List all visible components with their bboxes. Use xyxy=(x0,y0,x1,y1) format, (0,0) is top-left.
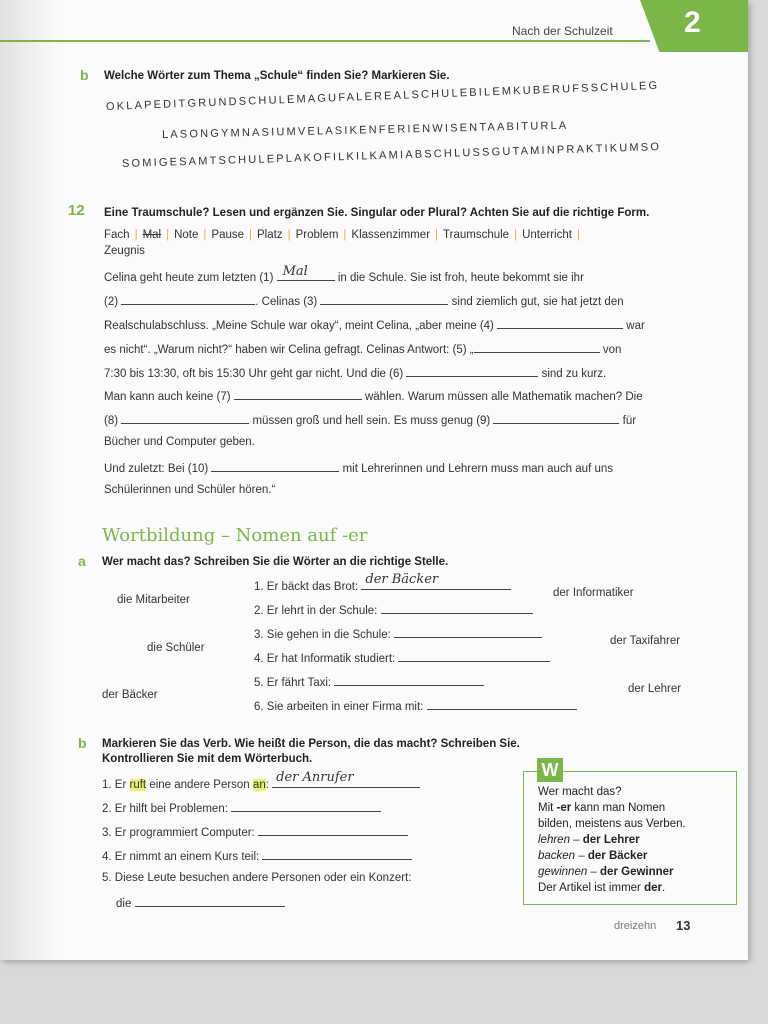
text-bold: der Lehrer xyxy=(582,834,640,846)
text: Realschulabschluss. „Meine Schule war okay“, meint Celina, „aber meine (4) xyxy=(104,320,494,332)
separator: | xyxy=(134,229,138,241)
text-line-9 xyxy=(104,460,613,475)
blank-9[interactable] xyxy=(493,412,619,424)
item-text: 3. Er programmiert Computer: xyxy=(102,827,255,839)
blank-4[interactable] xyxy=(497,317,623,329)
text: kann man Nomen xyxy=(571,802,666,814)
item-text: 2. Er hilft bei Problemen: xyxy=(102,803,228,815)
text: mit Lehrerinnen und Lehrern muss man auch auf uns xyxy=(342,463,614,475)
exercise-label: b xyxy=(78,735,87,751)
item-5: 5. Diese Leute besuchen andere Personen oder ein Konzert: xyxy=(102,872,412,884)
text-italic: lehren – xyxy=(538,834,583,846)
word-option: der Bäcker xyxy=(102,689,158,701)
word-bank-item: Pause xyxy=(211,229,245,241)
text-line-5 xyxy=(104,365,606,380)
word-option: der Informatiker xyxy=(553,587,634,599)
word-bank-item: Traumschule xyxy=(443,229,510,241)
text: sind zu kurz. xyxy=(541,368,607,380)
text: . xyxy=(661,882,666,894)
exercise-label: b xyxy=(80,67,89,83)
answer-blank[interactable] xyxy=(427,698,577,710)
exercise-number: 12 xyxy=(68,202,85,219)
exercise-label: a xyxy=(78,553,86,569)
blank-5[interactable] xyxy=(474,341,600,353)
text: sind ziemlich gut, sie hat jetzt den xyxy=(451,296,624,308)
item-2 xyxy=(102,800,381,815)
text: für xyxy=(622,415,637,427)
word-option: der Lehrer xyxy=(628,683,682,695)
handwritten-answer: der Bäcker xyxy=(365,572,439,587)
text: war xyxy=(626,320,645,332)
info-line xyxy=(538,834,640,846)
letter-row-3: SOMIGESAMTSCHULEPLAKOFILKILKAMIABSCHLUSSGUTAMINPRAKTIKUMSO xyxy=(121,141,662,170)
text: wählen. Warum müssen alle Mathematik machen? Die xyxy=(364,391,643,403)
answer-blank[interactable] xyxy=(258,824,408,836)
separator: | xyxy=(435,229,439,241)
text-bold: der Bäcker xyxy=(587,850,648,862)
text-line-1 xyxy=(104,264,584,284)
letter-row-1: OKLAPEDITGRUNDSCHULEMAGUFALEREALSCHULEBILEMKUBERUFSSCHULEG xyxy=(105,79,660,113)
info-line: Wer macht das? xyxy=(538,786,622,798)
item-text: 5. Er fährt Taxi: xyxy=(254,677,332,689)
text-line-4 xyxy=(104,341,621,356)
text-line-6 xyxy=(104,388,643,403)
word-option: die Mitarbeiter xyxy=(117,594,190,606)
text-line-8: Bücher und Computer geben. xyxy=(104,436,255,448)
item-3 xyxy=(254,626,542,641)
info-line xyxy=(538,882,665,894)
separator: | xyxy=(287,229,291,241)
handwritten-answer: Mal xyxy=(282,264,308,279)
separator: | xyxy=(514,229,518,241)
text-bold: -er xyxy=(556,802,572,814)
item-text: 4. Er hat Informatik studiert: xyxy=(254,653,396,665)
item-2 xyxy=(254,602,533,617)
item-1 xyxy=(254,572,511,593)
exercise-instruction: Eine Traumschule? Lesen und ergänzen Sie. Singular oder Plural? Achten Sie auf die richtige Form. xyxy=(104,207,650,219)
item-1 xyxy=(102,770,420,791)
text: es nicht“. „Warum nicht?“ haben wir Celina gefragt. Celinas Antwort: (5) „ xyxy=(104,344,474,356)
item-text: 1. Er bäckt das Brot: xyxy=(254,581,359,593)
text-line-10: Schülerinnen und Schüler hören.“ xyxy=(104,484,276,496)
exercise-instruction: Kontrollieren Sie mit dem Wörterbuch. xyxy=(102,753,313,765)
item-4 xyxy=(254,650,550,665)
exercise-instruction: Markieren Sie das Verb. Wie heißt die Person, die das macht? Schreiben Sie. xyxy=(102,738,520,750)
item-5-answer xyxy=(116,895,285,910)
chapter-number: 2 xyxy=(684,6,701,39)
info-line xyxy=(538,850,647,862)
info-box-tag: W xyxy=(537,758,563,782)
answer-blank[interactable] xyxy=(398,650,550,662)
item-text: die xyxy=(116,898,132,910)
separator: | xyxy=(203,229,207,241)
text: (8) xyxy=(104,415,119,427)
word-bank-item: Problem xyxy=(295,229,339,241)
answer-blank[interactable] xyxy=(231,800,381,812)
text-bold: der xyxy=(644,882,662,894)
item-4 xyxy=(102,848,412,863)
text: Der Artikel ist immer xyxy=(538,882,645,894)
text: . Celinas (3) xyxy=(255,296,318,308)
blank-1[interactable] xyxy=(277,264,335,281)
word-option: der Taxifahrer xyxy=(610,635,681,647)
header-rule xyxy=(0,40,650,42)
answer-blank[interactable] xyxy=(135,895,285,907)
blank-2[interactable] xyxy=(121,293,255,305)
answer-blank[interactable] xyxy=(394,626,542,638)
text-line-2 xyxy=(104,293,624,308)
item-text: 1. Er xyxy=(102,779,127,791)
separator: | xyxy=(166,229,170,241)
handwritten-answer: der Anrufer xyxy=(276,770,354,785)
text-italic: backen – xyxy=(538,850,588,862)
blank-10[interactable] xyxy=(211,460,339,472)
item-text: : xyxy=(265,779,269,791)
info-line: bilden, meistens aus Verben. xyxy=(538,818,686,830)
item-text: 2. Er lehrt in der Schule: xyxy=(254,605,378,617)
separator: | xyxy=(343,229,347,241)
text: in die Schule. Sie ist froh, heute bekommt sie ihr xyxy=(337,272,584,284)
word-bank-item: Zeugnis xyxy=(104,245,145,257)
text-line-3 xyxy=(104,317,645,332)
word-bank-item-crossed: Mal xyxy=(142,229,162,241)
word-bank-item: Note xyxy=(174,229,199,241)
separator: | xyxy=(249,229,253,241)
blank-3[interactable] xyxy=(320,293,448,305)
info-line xyxy=(538,802,665,814)
blank-6[interactable] xyxy=(406,365,538,377)
separator: | xyxy=(576,229,580,241)
exercise-instruction: Wer macht das? Schreiben Sie die Wörter an die richtige Stelle. xyxy=(102,556,449,568)
text: 7:30 bis 13:30, oft bis 15:30 Uhr geht gar nicht. Und die (6) xyxy=(104,368,404,380)
text: von xyxy=(602,344,622,356)
text-bold: der Gewinner xyxy=(600,866,674,878)
item-text: eine andere Person xyxy=(149,779,250,791)
highlighted-verb: ruft xyxy=(129,779,147,791)
text: Und zuletzt: Bei (10) xyxy=(104,463,209,475)
item-5 xyxy=(254,674,484,689)
answer-blank[interactable] xyxy=(381,602,533,614)
text-line-7 xyxy=(104,412,636,427)
answer-blank[interactable] xyxy=(334,674,484,686)
item-text: 3. Sie gehen in die Schule: xyxy=(254,629,391,641)
answer-blank[interactable] xyxy=(262,848,412,860)
answer-blank[interactable] xyxy=(361,572,511,590)
word-bank-item: Fach xyxy=(104,229,130,241)
blank-8[interactable] xyxy=(121,412,249,424)
section-title: Wortbildung – Nomen auf -er xyxy=(102,525,368,546)
item-6 xyxy=(254,698,577,713)
highlighted-prefix: an xyxy=(252,779,266,791)
running-title: Nach der Schulzeit xyxy=(512,24,613,38)
text: müssen groß und hell sein. Es muss genug (9) xyxy=(252,415,491,427)
word-bank-item: Unterricht xyxy=(522,229,572,241)
page-gutter-shadow xyxy=(0,0,60,960)
item-text: 6. Sie arbeiten in einer Firma mit: xyxy=(254,701,424,713)
item-text: 4. Er nimmt an einem Kurs teil: xyxy=(102,851,260,863)
exercise-instruction: Welche Wörter zum Thema „Schule“ finden Sie? Markieren Sie. xyxy=(104,70,450,82)
info-line xyxy=(538,866,674,878)
page-number-word: dreizehn xyxy=(614,920,657,932)
text: Celina geht heute zum letzten (1) xyxy=(104,272,274,284)
page-number: 13 xyxy=(676,918,691,933)
text: Man kann auch keine (7) xyxy=(104,391,231,403)
answer-blank[interactable] xyxy=(272,770,420,788)
text: Mit xyxy=(538,802,557,814)
word-bank xyxy=(104,229,585,241)
word-bank-item: Klassenzimmer xyxy=(351,229,431,241)
text-italic: gewinnen – xyxy=(538,866,601,878)
word-bank-item: Platz xyxy=(257,229,283,241)
text: (2) xyxy=(104,296,119,308)
word-option: die Schüler xyxy=(147,642,205,654)
blank-7[interactable] xyxy=(234,388,362,400)
letter-row-2: LASONGYMNASIUMVELASIKENFERIENWISENTAABITURLA xyxy=(161,119,569,141)
item-3 xyxy=(102,824,408,839)
